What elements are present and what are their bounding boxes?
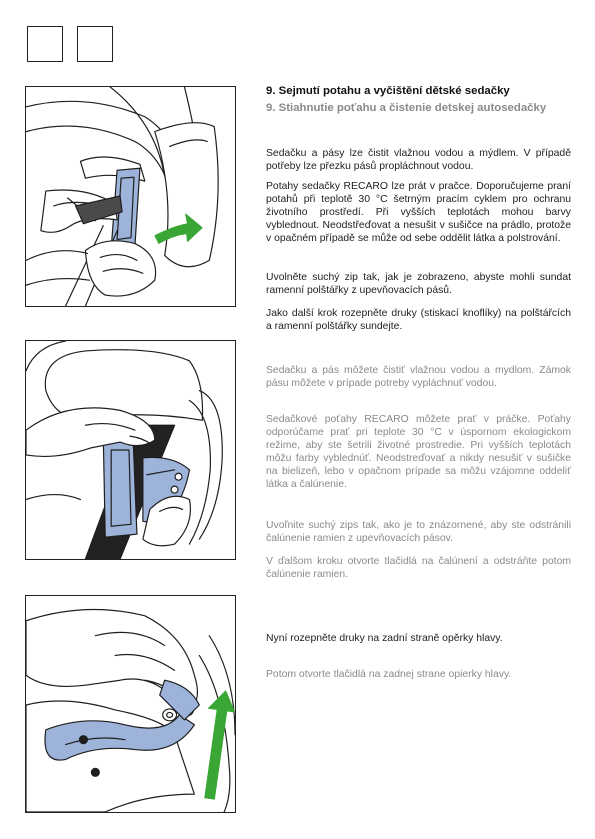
seat-velcro-illustration (25, 86, 236, 307)
paragraph-cz-2: Potahy sedačky RECARO lze prát v pračce. Doporučujeme praní potahů při teplotě 30 °C šetrným pracím cyklem pro ochranu životního prostředí. Při vyšších teplotách mohou barvy vyblednout. Neodstřeďovat a nesušit v sušičce na prádlo, protože v opačném případě se může od sebe oddělit látka a polstrování. (266, 181, 571, 244)
paragraph-cz-headrest: Nyní rozepněte druky na zadní straně opěrky hlavy. (266, 633, 503, 644)
blank-square-2 (77, 26, 113, 62)
blank-square-1 (27, 26, 63, 62)
paragraph-sk-1: Sedačku a pás môžete čistiť vlažnou vodou a mydlom. Zámok pásu môžete v prípade potreby vypláchnuť vodou. (266, 365, 571, 389)
paragraph-cz-1: Sedačku a pásy lze čistit vlažnou vodou a mýdlem. V případě potřeby lze přezku pásů propláchnout vodou. (266, 148, 571, 172)
paragraph-cz-3: Uvolněte suchý zip tak, jak je zobrazeno, abyste mohli sundat ramenní polštářky z upevňovacích pásů. (266, 272, 571, 296)
heading-sk: 9. Stiahnutie poťahu a čistenie detskej autosedačky (266, 102, 547, 114)
heading-cz: 9. Sejmutí potahu a vyčištění dětské sedačky (266, 85, 510, 97)
headrest-snaps-illustration (25, 595, 236, 813)
paragraph-sk-3: Uvoľnite suchý zips tak, ako je to znázornené, aby ste odstránili čalúnenie ramien z upevňovacích pásov. (266, 520, 571, 544)
paragraph-cz-4: Jako další krok rozepněte druky (stiskací knoflíky) na polštářcích a ramenní polštářky sundejte. (266, 308, 571, 332)
paragraph-sk-4: V ďalšom kroku otvorte tlačidlá na čalúnení a odstráňte potom čalúnenie ramien. (266, 556, 571, 580)
paragraph-sk-2: Sedačkové poťahy RECARO môžete prať v práčke. Poťahy odporúčame prať pri teplote 30 °C v úspornom ekologickom režime, aby ste šetrili životné prostredie. Pri vyšších teplotách môžu farby vyblednúť. Neodstreďovať a nikdy nesušiť v sušičke na bielizeň, lebo v opačnom prípade sa môžu vzájomne oddeliť látka a čalúnenie. (266, 414, 571, 490)
shoulder-pad-snaps-illustration (25, 340, 236, 560)
paragraph-sk-headrest: Potom otvorte tlačidlá na zadnej strane opierky hlavy. (266, 669, 512, 680)
